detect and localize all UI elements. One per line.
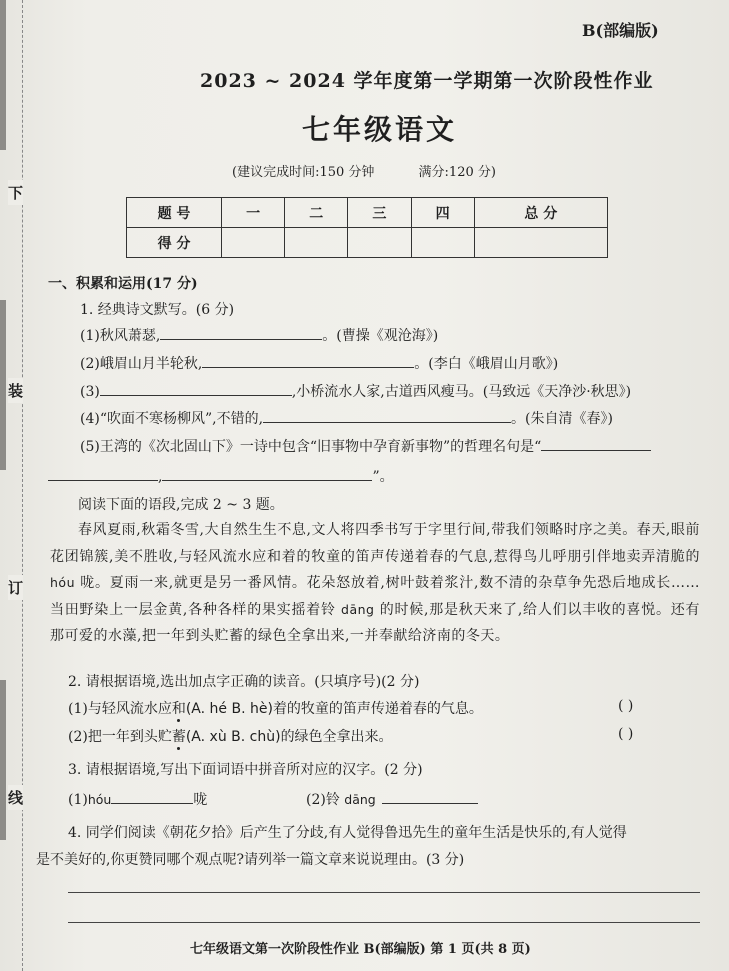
binding-margin <box>0 0 40 971</box>
subject-title: 七年级语文 <box>302 113 458 146</box>
q1-item-5-continued <box>48 466 394 486</box>
question-4-line-2: 是不美好的,你更赞同哪个观点呢?请列举一篇文章来说说理由。(3 分) <box>36 852 465 868</box>
score-table-header-cell: 四 <box>411 198 474 228</box>
edition-label: B(部编版) <box>582 21 659 40</box>
binding-dashed-line <box>22 0 23 971</box>
score-cell[interactable] <box>222 228 285 258</box>
answer-parentheses[interactable]: ( ) <box>618 726 634 742</box>
q3-item-1-after: 咙 <box>193 792 208 808</box>
answer-line[interactable] <box>68 892 700 893</box>
score-row-label: 得 分 <box>127 228 222 258</box>
q1-item-1-after: 。(曹操《观沧海》) <box>322 328 439 344</box>
question-3-title: 3. 请根据语境,写出下面词语中拼音所对应的汉字。(2 分) <box>68 762 423 778</box>
q1-item-5-middle: , <box>158 469 163 485</box>
q2-item-2-before: (2)把一年到头贮 <box>68 729 172 745</box>
answer-blank[interactable] <box>48 466 158 481</box>
q1-item-4 <box>80 408 613 428</box>
q1-item-3-before: (3) <box>80 384 100 400</box>
answer-blank[interactable] <box>202 353 414 368</box>
score-cell[interactable] <box>411 228 474 258</box>
question-2-title: 2. 请根据语境,选出加点字正确的读音。(只填序号)(2 分) <box>68 674 420 690</box>
binding-char: 下 <box>8 180 23 205</box>
score-cell[interactable] <box>348 228 411 258</box>
q2-item-2 <box>68 726 393 746</box>
score-cell[interactable] <box>474 228 607 258</box>
q1-item-2-after: 。(李白《峨眉山月歌》) <box>414 356 559 372</box>
score-table-score-row <box>127 228 608 258</box>
q2-item-2-after: 的绿色全拿出来。 <box>280 729 393 745</box>
score-table-header-cell: 二 <box>285 198 348 228</box>
score-table-header-cell: 一 <box>222 198 285 228</box>
score-table-header-cell: 题 号 <box>127 198 222 228</box>
q3-item-2-label: (2)铃 <box>306 792 345 808</box>
dotted-char: 和 <box>171 701 186 717</box>
exam-title: 2023 ~ 2024 学年度第一学期第一次阶段性作业 <box>200 70 654 92</box>
q3-item-1 <box>68 789 207 809</box>
q1-item-2 <box>80 353 558 373</box>
reading-passage <box>50 517 700 650</box>
q1-item-4-after: 。(朱自清《春》) <box>511 411 613 427</box>
answer-blank[interactable] <box>160 325 322 340</box>
passage-part: 咙。夏雨一来,就更是另一番风情。花朵怒放着,树叶鼓着浆汁,数不清的杂草争先恐后地成长……当田野染上一层金黄,各种各样的果实摇着铃 <box>50 575 700 618</box>
q1-item-5 <box>80 436 651 456</box>
q3-item-2-pinyin: dāng <box>344 792 376 807</box>
q1-item-1 <box>80 325 438 345</box>
q2-item-2-options: (A. xù B. chù) <box>185 729 281 745</box>
q1-item-2-before: (2)峨眉山月半轮秋, <box>80 356 203 372</box>
question-1-title: 1. 经典诗文默写。(6 分) <box>80 302 235 318</box>
passage-part: 的时候,那是秋天来了,给人们以丰收的喜悦。还有那可爱的水藻,把一年到头贮蓄的绿色全拿出来,一并奉献给济南的冬天。 <box>50 601 700 644</box>
answer-parentheses[interactable]: ( ) <box>618 698 634 714</box>
answer-blank[interactable] <box>162 466 372 481</box>
q1-item-1-before: (1)秋风萧瑟, <box>80 328 161 344</box>
exam-info <box>232 161 536 180</box>
q1-item-3-after: ,小桥流水人家,古道西风瘦马。(马致远《天净沙·秋思》) <box>291 384 632 400</box>
score-table-header-row <box>127 198 608 228</box>
question-4-line-1: 4. 同学们阅读《朝花夕拾》后产生了分歧,有人觉得鲁迅先生的童年生活是快乐的,有人觉得 <box>68 825 627 841</box>
q1-item-3 <box>80 381 631 401</box>
score-table-header-cell: 总 分 <box>474 198 607 228</box>
answer-line[interactable] <box>68 922 700 923</box>
q2-item-1-before: (1)与轻风流水应 <box>68 701 172 717</box>
binding-edge <box>0 680 6 840</box>
answer-blank[interactable] <box>382 789 478 804</box>
binding-char: 线 <box>8 785 23 810</box>
section-heading: 一、积累和运用(17 分) <box>48 276 198 292</box>
full-score: 满分:120 分) <box>418 165 496 180</box>
reading-instruction: 阅读下面的语段,完成 2 ~ 3 题。 <box>78 497 284 513</box>
binding-char: 订 <box>8 575 23 600</box>
page-footer: 七年级语文第一次阶段性作业 B(部编版) 第 1 页(共 8 页) <box>190 942 531 957</box>
answer-blank[interactable] <box>541 436 651 451</box>
q2-item-1-options: (A. hé B. hè) <box>185 701 273 717</box>
passage-pinyin: dāng <box>341 601 375 617</box>
q3-item-1-pinyin: hóu <box>87 792 112 807</box>
binding-edge <box>0 300 6 470</box>
q3-item-1-label: (1) <box>68 792 88 808</box>
q1-item-5-after: ”。 <box>372 469 394 485</box>
score-cell[interactable] <box>285 228 348 258</box>
binding-edge <box>0 0 6 150</box>
score-table <box>126 197 608 258</box>
q2-item-1-after: 着的牧童的笛声传递着春的气息。 <box>272 701 483 717</box>
binding-char: 装 <box>8 378 23 403</box>
q3-item-2 <box>306 789 478 809</box>
answer-blank[interactable] <box>263 408 511 423</box>
dotted-char: 蓄 <box>171 729 186 745</box>
time-limit: (建议完成时间:150 分钟 <box>232 165 375 180</box>
answer-blank[interactable] <box>100 381 292 396</box>
passage-part: 春风夏雨,秋霜冬雪,大自然生生不息,文人将四季书写于字里行间,带我们领略时序之美。春天,眼前花团锦簇,美不胜收,与轻风流水应和着的牧童的笛声传递着春的气息,惹得鸟儿呼朋引伴地卖弄清脆的 <box>50 522 700 565</box>
answer-blank[interactable] <box>111 789 193 804</box>
score-table-header-cell: 三 <box>348 198 411 228</box>
passage-pinyin: hóu <box>50 575 75 590</box>
q2-item-1 <box>68 698 483 718</box>
q1-item-5-before: (5)王湾的《次北固山下》一诗中包含“旧事物中孕育新事物”的哲理名句是“ <box>80 439 542 455</box>
q1-item-4-before: (4)“吹面不寒杨柳风”,不错的, <box>80 411 264 427</box>
